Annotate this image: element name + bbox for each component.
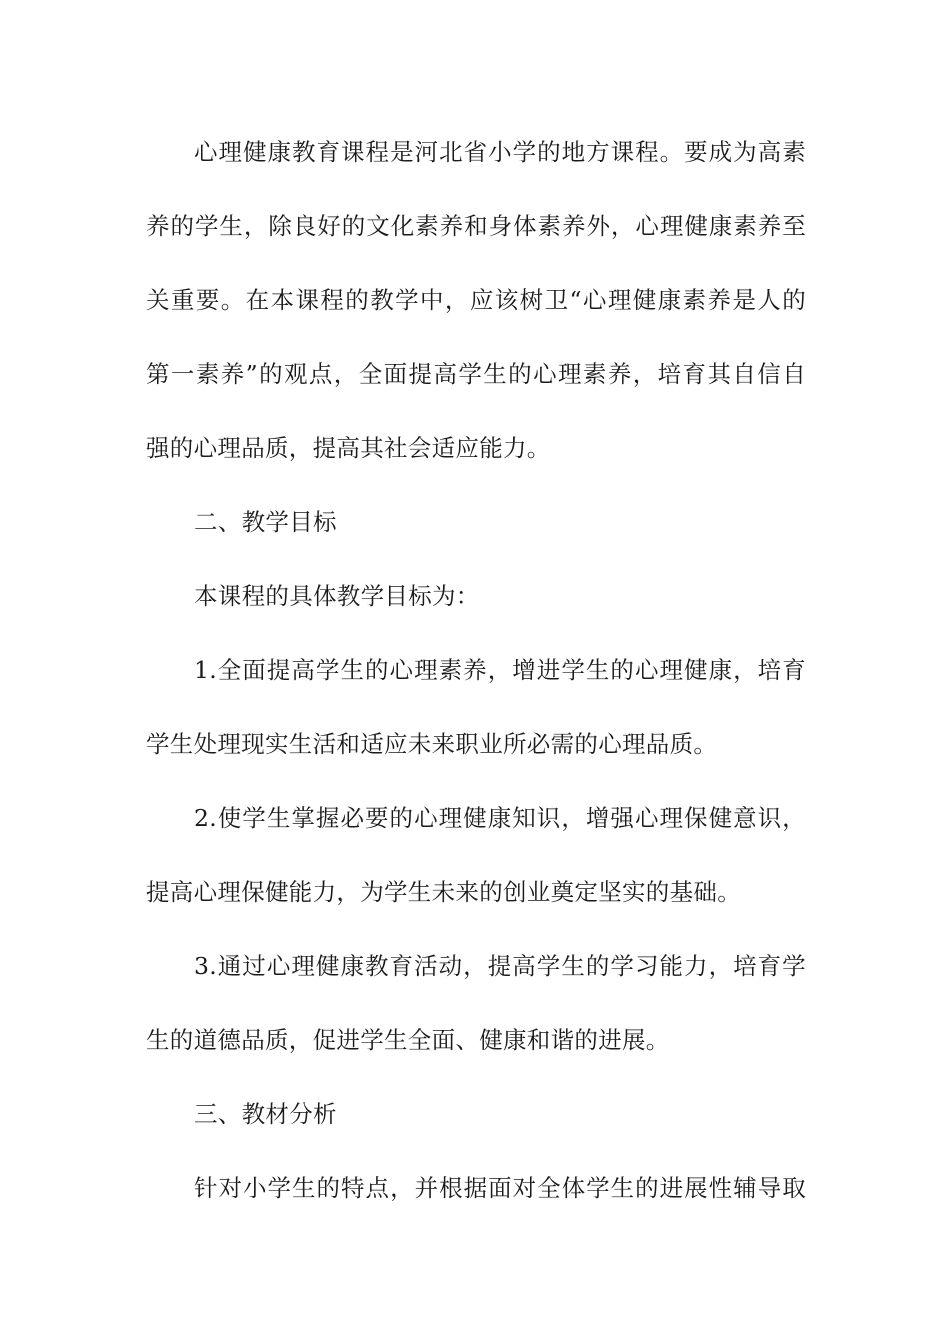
list-item-line: 提高心理保健能力，为学生未来的创业奠定坚实的基础。 [146,878,741,906]
section-heading: 三、教材分析 [194,1100,337,1128]
list-item-line: 学生处理现实生活和适应未来职业所必需的心理品质。 [146,730,718,758]
list-item-line: 2.使学生掌握必要的心理健康知识，增强心理保健意识， [194,804,806,832]
paragraph-line: 养的学生，除良好的文化素养和身体素养外，心理健康素养至 [146,212,806,240]
list-item-line: 生的道德品质，促进学生全面、健康和谐的进展。 [146,1026,670,1054]
list-item-line: 3.通过心理健康教育活动，提高学生的学习能力，培育学 [194,952,806,980]
paragraph-line: 关重要。在本课程的教学中，应该树卫“心理健康素养是人的 [146,286,806,314]
paragraph-line: 针对小学生的特点，并根据面对全体学生的进展性辅导取 [194,1174,806,1202]
paragraph-line: 第一素养”的观点，全面提高学生的心理素养，培育其自信自 [146,360,806,388]
section-heading: 二、教学目标 [194,508,337,536]
paragraph-line: 本课程的具体教学目标为： [194,582,480,610]
paragraph-line: 强的心理品质，提高其社会适应能力。 [146,434,551,462]
paragraph-line: 心理健康教育课程是河北省小学的地方课程。要成为高素 [194,138,806,166]
list-item-line: 1.全面提高学生的心理素养，增进学生的心理健康，培育 [194,656,806,684]
